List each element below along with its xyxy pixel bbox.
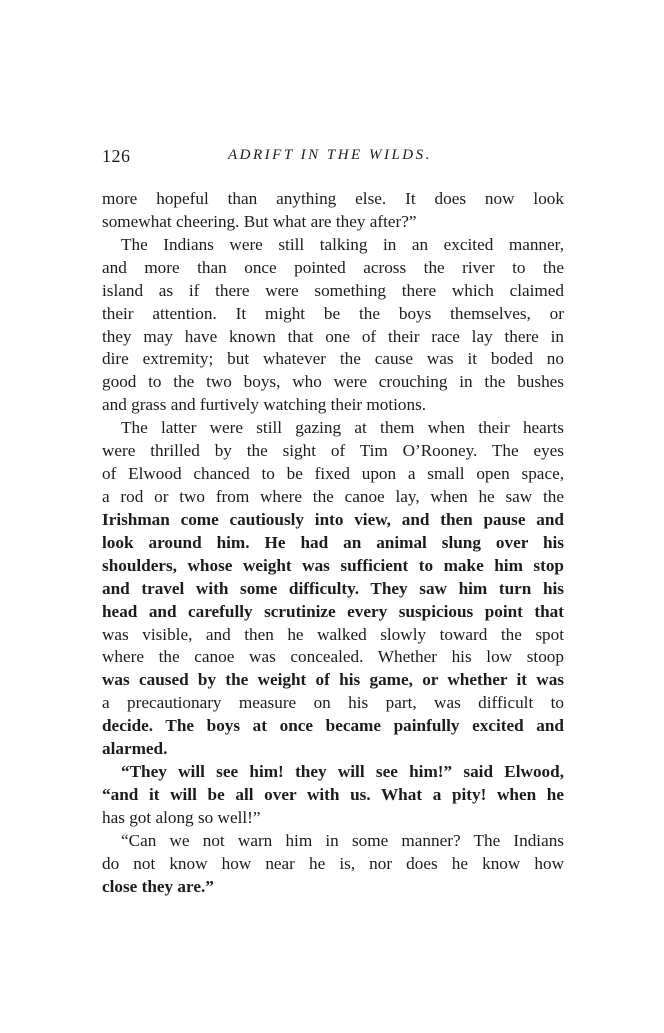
text-line: look around him. He had an animal slung over his [102,532,564,552]
text-line: shoulders, whose weight was sufficient to make him stop [102,555,564,575]
text-line: do not know how near he is, nor does he know how [102,853,564,873]
paragraph [102,234,564,417]
text-line: “Can we not warn him in some manner? The Indians [121,830,564,850]
text-line: their attention. It might be the boys themselves, or [102,303,564,323]
text-line: The Indians were still talking in an excited manner, [121,234,564,254]
text-line: close they are.” [102,876,214,896]
text-line: “and it will be all over with us. What a pity! when he [102,784,564,804]
paragraph [102,417,564,761]
paragraph [102,761,564,830]
text-line: where the canoe was concealed. Whether his low stoop [102,647,564,667]
running-header [102,146,564,170]
text-line: good to the two boys, who were crouching in the bushes [102,372,564,392]
page-number: 126 [102,146,131,166]
text-line: a precautionary measure on his part, was difficult to [102,693,564,713]
text-line: a rod or two from where the canoe lay, when he saw the [102,486,564,506]
text-line: somewhat cheering. But what are they after?” [102,211,417,231]
text-line: more hopeful than anything else. It does now look [102,189,564,208]
text-line: Irishman come cautiously into view, and then pause and [102,509,564,529]
text-line: has got along so well!” [102,807,261,827]
text-line: and travel with some difficulty. They saw him turn his [102,578,564,598]
text-line: and more than once pointed across the river to the [102,257,564,277]
text-line: alarmed. [102,739,168,759]
text-line: head and carefully scrutinize every suspicious point that [102,601,564,621]
text-line: was caused by the weight of his game, or whether it was [102,670,564,690]
running-title: ADRIFT IN THE WILDS. [228,147,432,163]
body-text [102,188,564,899]
paragraph [102,188,564,234]
text-line: were thrilled by the sight of Tim O’Rooney. The eyes [102,441,564,461]
text-line: island as if there were something there which claimed [102,280,564,300]
paragraph [102,830,564,899]
text-line: of Elwood chanced to be fixed upon a small open space, [102,464,564,484]
text-line: decide. The boys at once became painfully excited and [102,716,564,736]
text-line: The latter were still gazing at them when their hearts [121,418,564,438]
text-line: “They will see him! they will see him!” said Elwood, [121,762,564,782]
text-line: dire extremity; but whatever the cause was it boded no [102,349,564,369]
text-line: they may have known that one of their race lay there in [102,326,564,346]
text-line: and grass and furtively watching their motions. [102,395,427,415]
text-line: was visible, and then he walked slowly toward the spot [102,624,564,644]
